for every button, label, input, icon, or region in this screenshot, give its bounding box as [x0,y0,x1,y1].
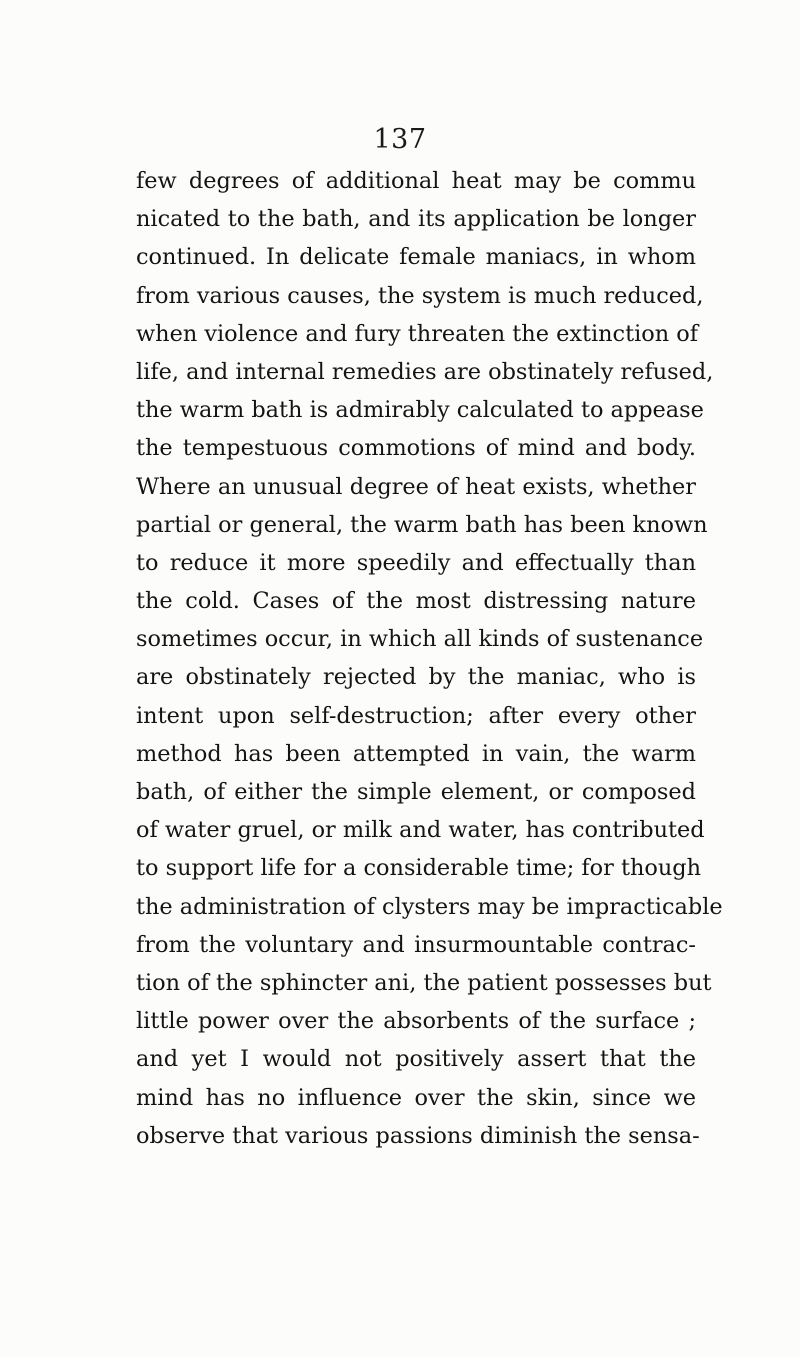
text-line: nicated to the bath, and its application be longer [136,206,696,233]
text-line: are obstinately rejected by the maniac, who is [136,664,696,691]
text-line: method has been attempted in vain, the warm [136,740,696,767]
text-line: intent upon self-destruction; after every other [136,702,696,729]
text-line: the administration of clysters may be impracticable [136,893,723,920]
text-line: from the voluntary and insurmountable contrac- [136,931,696,958]
text-line: mind has no influence over the skin, since we [136,1084,696,1111]
body-text [136,162,723,1155]
text-line: of water gruel, or milk and water, has contributed [136,817,705,844]
page-number: 137 [373,124,427,155]
text-line: to support life for a considerable time; for though [136,855,702,882]
text-line: the tempestuous commotions of mind and body. [136,435,696,462]
text-line: partial or general, the warm bath has been known [136,511,708,538]
text-line: when violence and fury threaten the extinction of [136,320,699,347]
text-line: observe that various passions diminish the sensa- [136,1122,700,1149]
text-line: continued. In delicate female maniacs, in whom [136,244,696,271]
text-line: and yet I would not positively assert that the [136,1046,696,1073]
text-line: tion of the sphincter ani, the patient possesses but [136,969,712,996]
text-line: the warm bath is admirably calculated to appease [136,397,704,424]
text-line: the cold. Cases of the most distressing nature [136,588,696,615]
text-line: sometimes occur, in which all kinds of sustenance [136,626,704,653]
text-line: little power over the absorbents of the surface ; [136,1008,696,1035]
text-line: few degrees of additional heat may be commu [136,168,696,194]
text-line: Where an unusual degree of heat exists, whether [136,473,696,500]
text-line: from various causes, the system is much reduced, [136,282,704,309]
text-line: life, and internal remedies are obstinately refused, [136,358,714,385]
text-line: bath, of either the simple element, or composed [136,779,696,805]
text-line: to reduce it more speedily and effectually than [136,549,696,576]
